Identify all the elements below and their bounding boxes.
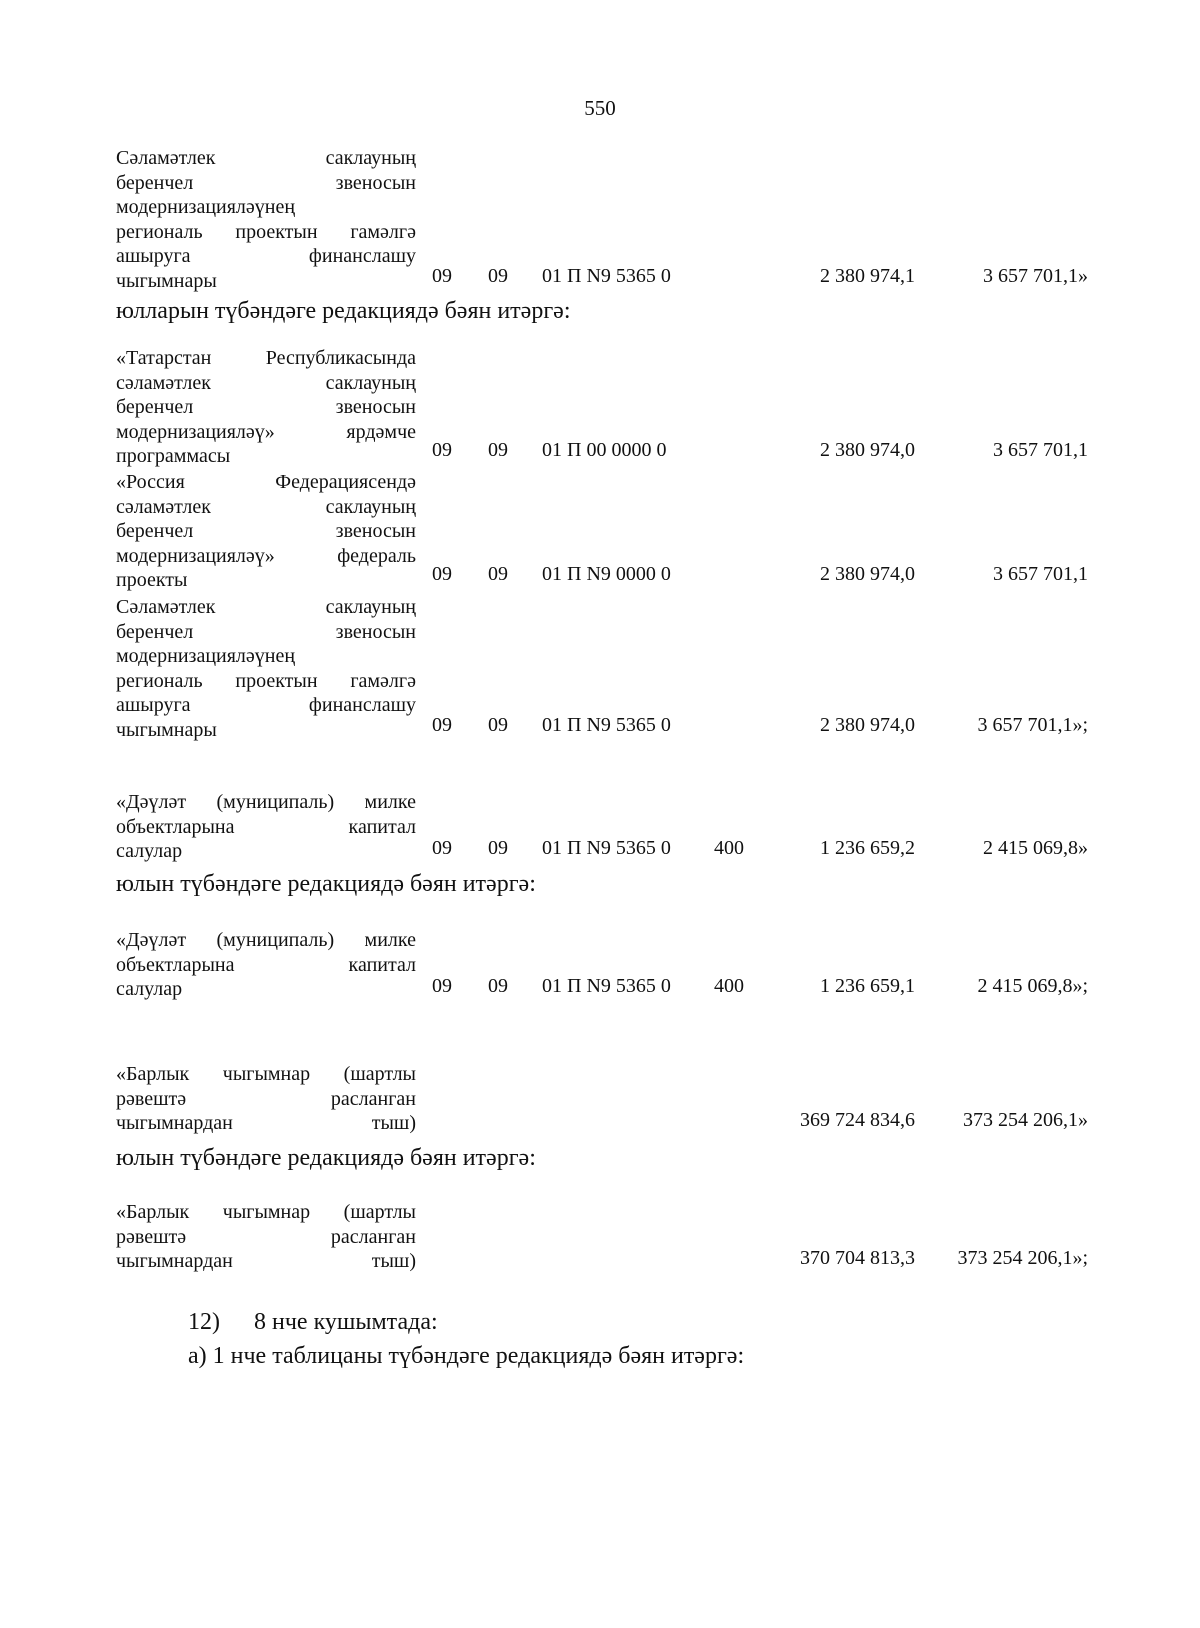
paragraph-text: 8 нче кушымтада:: [254, 1309, 438, 1335]
amount-year-1: 2 380 974,1: [820, 265, 915, 287]
row-description: [116, 146, 416, 294]
amount-year-1: 2 380 974,0: [820, 439, 915, 461]
row-description-line: ашыруга финанслашу: [116, 245, 416, 268]
amount-year-1: 2 380 974,0: [820, 714, 915, 736]
row-description-line: программасы: [116, 445, 231, 468]
row-description-line: сәламәтлек саклауның: [116, 371, 416, 394]
amount-year-1: 369 724 834,6: [800, 1109, 915, 1131]
target-article-code: 01 П N9 5365 0: [542, 265, 671, 287]
subsection-code: 09: [488, 563, 508, 585]
row-description-line: салулар: [116, 840, 183, 863]
instruction-text: юлларын түбәндәге редакциядә бәян итәргә:: [116, 298, 571, 324]
row-description: [116, 1062, 416, 1136]
expense-type-code: 400: [714, 975, 744, 997]
instruction-text: юлын түбәндәге редакциядә бәян итәргә:: [116, 1145, 536, 1171]
paragraph-subitem: а) 1 нче таблицаны түбәндәге редакциядә бәян итәргә:: [188, 1343, 745, 1369]
subsection-code: 09: [488, 439, 508, 461]
amount-year-2: 3 657 701,1»: [983, 265, 1088, 287]
amount-year-2: 373 254 206,1»;: [957, 1247, 1088, 1269]
subsection-code: 09: [488, 714, 508, 736]
row-description: [116, 346, 416, 469]
row-description-line: чыгымнары: [116, 269, 217, 292]
section-code: 09: [432, 837, 452, 859]
amount-year-1: 1 236 659,1: [820, 975, 915, 997]
row-description-line: Сәламәтлек саклауның: [116, 147, 416, 169]
target-article-code: 01 П N9 5365 0: [542, 714, 671, 736]
row-description-line: рәвештә расланган: [116, 1087, 416, 1110]
row-description-line: «Дәүләт (муниципаль) милке: [116, 929, 416, 951]
amount-year-2: 373 254 206,1»: [963, 1109, 1088, 1131]
row-description-line: модернизацияләү» ярдәмче: [116, 420, 416, 443]
amount-year-1: 370 704 813,3: [800, 1247, 915, 1269]
paragraph-number: 12): [188, 1309, 220, 1335]
row-description: [116, 928, 416, 1002]
target-article-code: 01 П 00 0000 0: [542, 439, 667, 461]
row-description-line: сәламәтлек саклауның: [116, 495, 416, 518]
row-description-line: региональ проектын гамәлгә: [116, 669, 416, 692]
paragraph-item: [188, 1308, 438, 1336]
row-description: [116, 595, 416, 743]
row-description-line: чыгымнардан тыш): [116, 1250, 416, 1273]
target-article-code: 01 П N9 5365 0: [542, 837, 671, 859]
row-description: [116, 470, 416, 593]
target-article-code: 01 П N9 0000 0: [542, 563, 671, 585]
row-description-line: объектларына капитал: [116, 953, 416, 976]
amount-year-2: 2 415 069,8»;: [977, 975, 1088, 997]
amount-year-1: 2 380 974,0: [820, 563, 915, 585]
row-description-line: модернизацияләүнең: [116, 645, 296, 668]
amount-year-2: 3 657 701,1»;: [977, 714, 1088, 736]
section-code: 09: [432, 563, 452, 585]
amount-year-2: 3 657 701,1: [993, 563, 1088, 585]
row-description-line: беренчел звеносын: [116, 520, 416, 543]
row-description-line: беренчел звеносын: [116, 171, 416, 194]
subsection-code: 09: [488, 975, 508, 997]
row-description-line: «Россия Федерациясендә: [116, 471, 416, 493]
row-description-line: «Дәүләт (муниципаль) милке: [116, 791, 416, 813]
instruction-text: юлын түбәндәге редакциядә бәян итәргә:: [116, 871, 536, 897]
row-description-line: беренчел звеносын: [116, 396, 416, 419]
row-description-line: «Барлык чыгымнар (шартлы: [116, 1201, 416, 1223]
section-code: 09: [432, 714, 452, 736]
amount-year-2: 3 657 701,1: [993, 439, 1088, 461]
row-description-line: беренчел звеносын: [116, 620, 416, 643]
row-description-line: чыгымнары: [116, 718, 217, 741]
row-description-line: модернизацияләүнең: [116, 196, 296, 219]
row-description-line: модернизацияләү» федераль: [116, 544, 416, 567]
row-description-line: объектларына капитал: [116, 815, 416, 838]
row-description-line: Сәламәтлек саклауның: [116, 596, 416, 618]
section-code: 09: [432, 265, 452, 287]
row-description-line: проекты: [116, 569, 188, 592]
row-description-line: «Татарстан Республикасында: [116, 347, 416, 369]
page-number: 550: [584, 96, 616, 120]
row-description: [116, 790, 416, 864]
section-code: 09: [432, 439, 452, 461]
subsection-code: 09: [488, 265, 508, 287]
row-description-line: «Барлык чыгымнар (шартлы: [116, 1063, 416, 1085]
amount-year-2: 2 415 069,8»: [983, 837, 1088, 859]
section-code: 09: [432, 975, 452, 997]
row-description-line: ашыруга финанслашу: [116, 694, 416, 717]
row-description-line: рәвештә расланган: [116, 1225, 416, 1248]
row-description-line: салулар: [116, 978, 183, 1001]
amount-year-1: 1 236 659,2: [820, 837, 915, 859]
row-description-line: региональ проектын гамәлгә: [116, 220, 416, 243]
expense-type-code: 400: [714, 837, 744, 859]
row-description-line: чыгымнардан тыш): [116, 1112, 416, 1135]
subsection-code: 09: [488, 837, 508, 859]
target-article-code: 01 П N9 5365 0: [542, 975, 671, 997]
row-description: [116, 1200, 416, 1274]
